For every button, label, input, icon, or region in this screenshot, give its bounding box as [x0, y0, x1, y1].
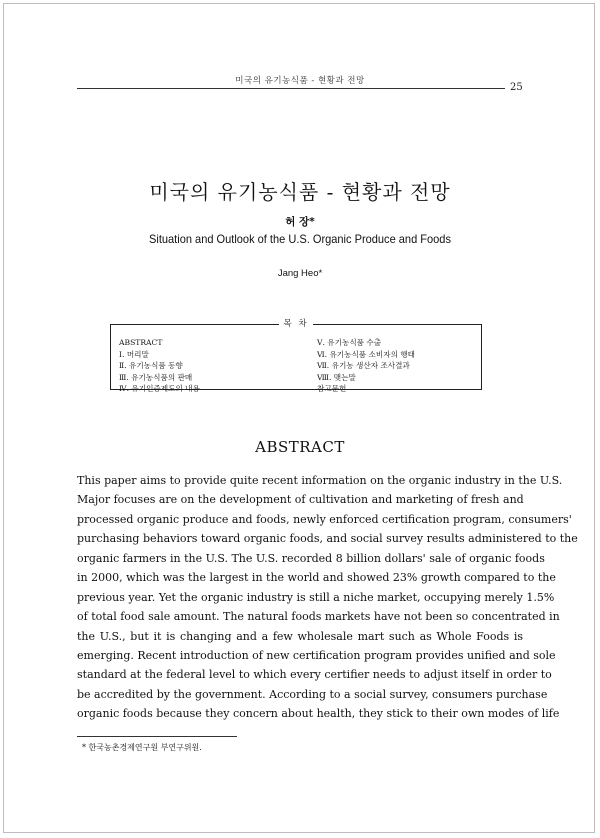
abstract-line: purchasing behaviors toward organic foods, and social survey results administered to the [77, 532, 578, 546]
footnote-rule [77, 736, 237, 737]
author-affiliation-footnote: * 한국농촌경제연구원 부연구위원. [82, 743, 202, 752]
english-author: Jang Heo* [277, 268, 323, 279]
toc-item: Ⅰ. 머리말 [119, 349, 149, 359]
abstract-body [77, 471, 578, 724]
abstract-line: in 2000, which was the largest in the world and showed 23% growth compared to the [77, 571, 556, 585]
running-head: 미국의 유기농식품 - 현황과 전망 [235, 76, 365, 86]
korean-title: 미국의 유기농식품 - 현황과 전망 [149, 180, 451, 204]
abstract-line: previous year. Yet the organic industry is still a niche market, occupying merely 1.5% [77, 590, 555, 604]
header-rule [77, 88, 505, 89]
toc-item: Ⅷ. 맺는말 [317, 372, 356, 382]
abstract-line: the U.S., but it is changing and a few wholesale mart such as Whole Foods is [77, 629, 523, 643]
toc-item: Ⅱ. 유기농식품 동향 [119, 361, 183, 370]
toc-item: Ⅵ. 유기농식품 소비자의 행태 [317, 349, 415, 359]
abstract-line: processed organic produce and foods, newly enforced certification program, consumers' [77, 512, 572, 526]
toc-item: Ⅳ. 유기인증제도의 내용 [119, 384, 200, 393]
abstract-line: of total food sale amount. The natural foods markets have not been so concentrated in [77, 610, 560, 624]
toc-item: Ⅶ. 유기농 생산자 조사결과 [317, 361, 410, 370]
toc-title [111, 318, 481, 330]
toc-item: ABSTRACT [119, 338, 163, 347]
toc-title-text: 목 차 [279, 319, 312, 329]
abstract-heading: ABSTRACT [255, 438, 345, 456]
abstract-line: standard at the federal level to which every certifier needs to adjust itself in order to [77, 668, 552, 682]
toc-left-column [119, 337, 200, 395]
toc-item: Ⅴ. 유기농식품 수출 [317, 338, 382, 347]
english-title: Situation and Outlook of the U.S. Organic Produce and Foods [149, 232, 451, 246]
abstract-line: emerging. Recent introduction of new certification program provides unified and sole [77, 648, 556, 662]
toc-item: 참고문헌 [317, 384, 347, 393]
abstract-line: This paper aims to provide quite recent information on the organic industry in the U.S. [77, 474, 563, 487]
toc-right-column [317, 337, 415, 395]
abstract-line: organic farmers in the U.S. The U.S. recorded 8 billion dollars' sale of organic foods [77, 551, 545, 565]
toc-item: Ⅲ. 유기농식품의 판매 [119, 372, 193, 382]
abstract-line: be accredited by the government. According to a social survey, consumers purchase [77, 687, 548, 701]
korean-author: 허 장* [285, 216, 315, 228]
abstract-line: organic foods because they concern about health, they stick to their own modes of life [77, 707, 560, 721]
page-number: 25 [510, 82, 523, 93]
abstract-line: Major focuses are on the development of cultivation and marketing of fresh and [77, 493, 524, 507]
table-of-contents [110, 319, 482, 393]
